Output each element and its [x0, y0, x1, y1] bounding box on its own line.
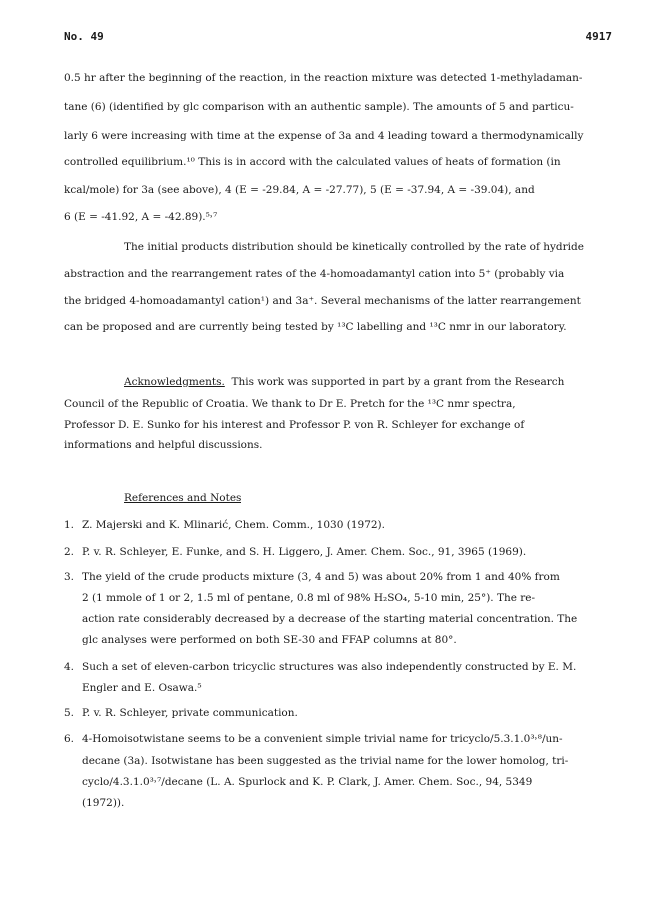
reference-text: Engler and E. Osawa.⁵: [82, 682, 202, 694]
reference-text: glc analyses were performed on both SE-30 and FFAP columns at 80°.: [82, 634, 457, 646]
running-header-journal-number: No. 49: [64, 30, 104, 43]
reference-number: 6.: [64, 733, 75, 745]
reference-number: 2.: [64, 546, 75, 558]
reference-text: (1972)).: [82, 797, 125, 809]
reference-text: action rate considerably decreased by a decrease of the starting material concentration. The: [82, 613, 578, 625]
body-line: 6 (E = -41.92, A = -42.89).⁵˒⁷: [64, 211, 218, 223]
acknowledgments-line: informations and helpful discussions.: [64, 439, 263, 451]
body-line: controlled equilibrium.¹⁰ This is in accord with the calculated values of heats of formation (in: [64, 156, 561, 168]
body-line: 0.5 hr after the beginning of the reaction, in the reaction mixture was detected 1-methyladaman-: [64, 72, 583, 84]
reference-text: Such a set of eleven-carbon tricyclic structures was also independently constructed by E. M.: [82, 661, 577, 673]
body-line: kcal/mole) for 3a (see above), 4 (E = -29.84, A = -27.77), 5 (E = -37.94, A = -39.04), and: [64, 184, 535, 196]
body-line: larly 6 were increasing with time at the expense of 3a and 4 leading toward a thermodynamically: [64, 130, 584, 142]
reference-text: Z. Majerski and K. Mlinarić, Chem. Comm., 1030 (1972).: [82, 519, 385, 531]
reference-text: 4-Homoisotwistane seems to be a convenient simple trivial name for tricyclo/5.3.1.0³˒⁸/un-: [82, 733, 563, 745]
reference-text: 2 (1 mmole of 1 or 2, 1.5 ml of pentane, 0.8 ml of 98% H₂SO₄, 5-10 min, 25°). The re-: [82, 592, 536, 604]
reference-number: 1.: [64, 519, 75, 531]
reference-number: 4.: [64, 661, 75, 673]
reference-text: decane (3a). Isotwistane has been suggested as the trivial name for the lower homolog, tri-: [82, 755, 569, 767]
body-line: tane (6) (identified by glc comparison with an authentic sample). The amounts of 5 and particu-: [64, 101, 574, 113]
references-heading: References and Notes: [124, 492, 242, 504]
acknowledgments-line: Council of the Republic of Croatia. We thank to Dr E. Pretch for the ¹³C nmr spectra,: [64, 398, 516, 410]
reference-text: P. v. R. Schleyer, E. Funke, and S. H. Liggero, J. Amer. Chem. Soc., 91, 3965 (1969).: [82, 546, 527, 558]
reference-text: The yield of the crude products mixture (3, 4 and 5) was about 20% from 1 and 40% from: [82, 571, 560, 583]
reference-number: 5.: [64, 707, 75, 719]
reference-text: P. v. R. Schleyer, private communication.: [82, 707, 298, 719]
acknowledgments-heading: Acknowledgments.: [124, 376, 225, 388]
acknowledgments-line: [124, 376, 616, 388]
reference-text: cyclo/4.3.1.0³˒⁷/decane (L. A. Spurlock and K. P. Clark, J. Amer. Chem. Soc., 94, 5349: [82, 776, 533, 788]
body-line: the bridged 4-homoadamantyl cation¹) and 3a⁺. Several mechanisms of the latter rearrangement: [64, 295, 581, 307]
body-line: can be proposed and are currently being tested by ¹³C labelling and ¹³C nmr in our laboratory.: [64, 321, 567, 333]
page-number: 4917: [585, 30, 612, 43]
acknowledgments-text: This work was supported in part by a grant from the Research: [231, 376, 565, 388]
body-line: The initial products distribution should be kinetically controlled by the rate of hydride: [124, 241, 584, 253]
acknowledgments-line: Professor D. E. Sunko for his interest and Professor P. von R. Schleyer for exchange of: [64, 419, 525, 431]
reference-number: 3.: [64, 571, 75, 583]
body-line: abstraction and the rearrangement rates of the 4-homoadamantyl cation into 5⁺ (probably via: [64, 268, 565, 280]
